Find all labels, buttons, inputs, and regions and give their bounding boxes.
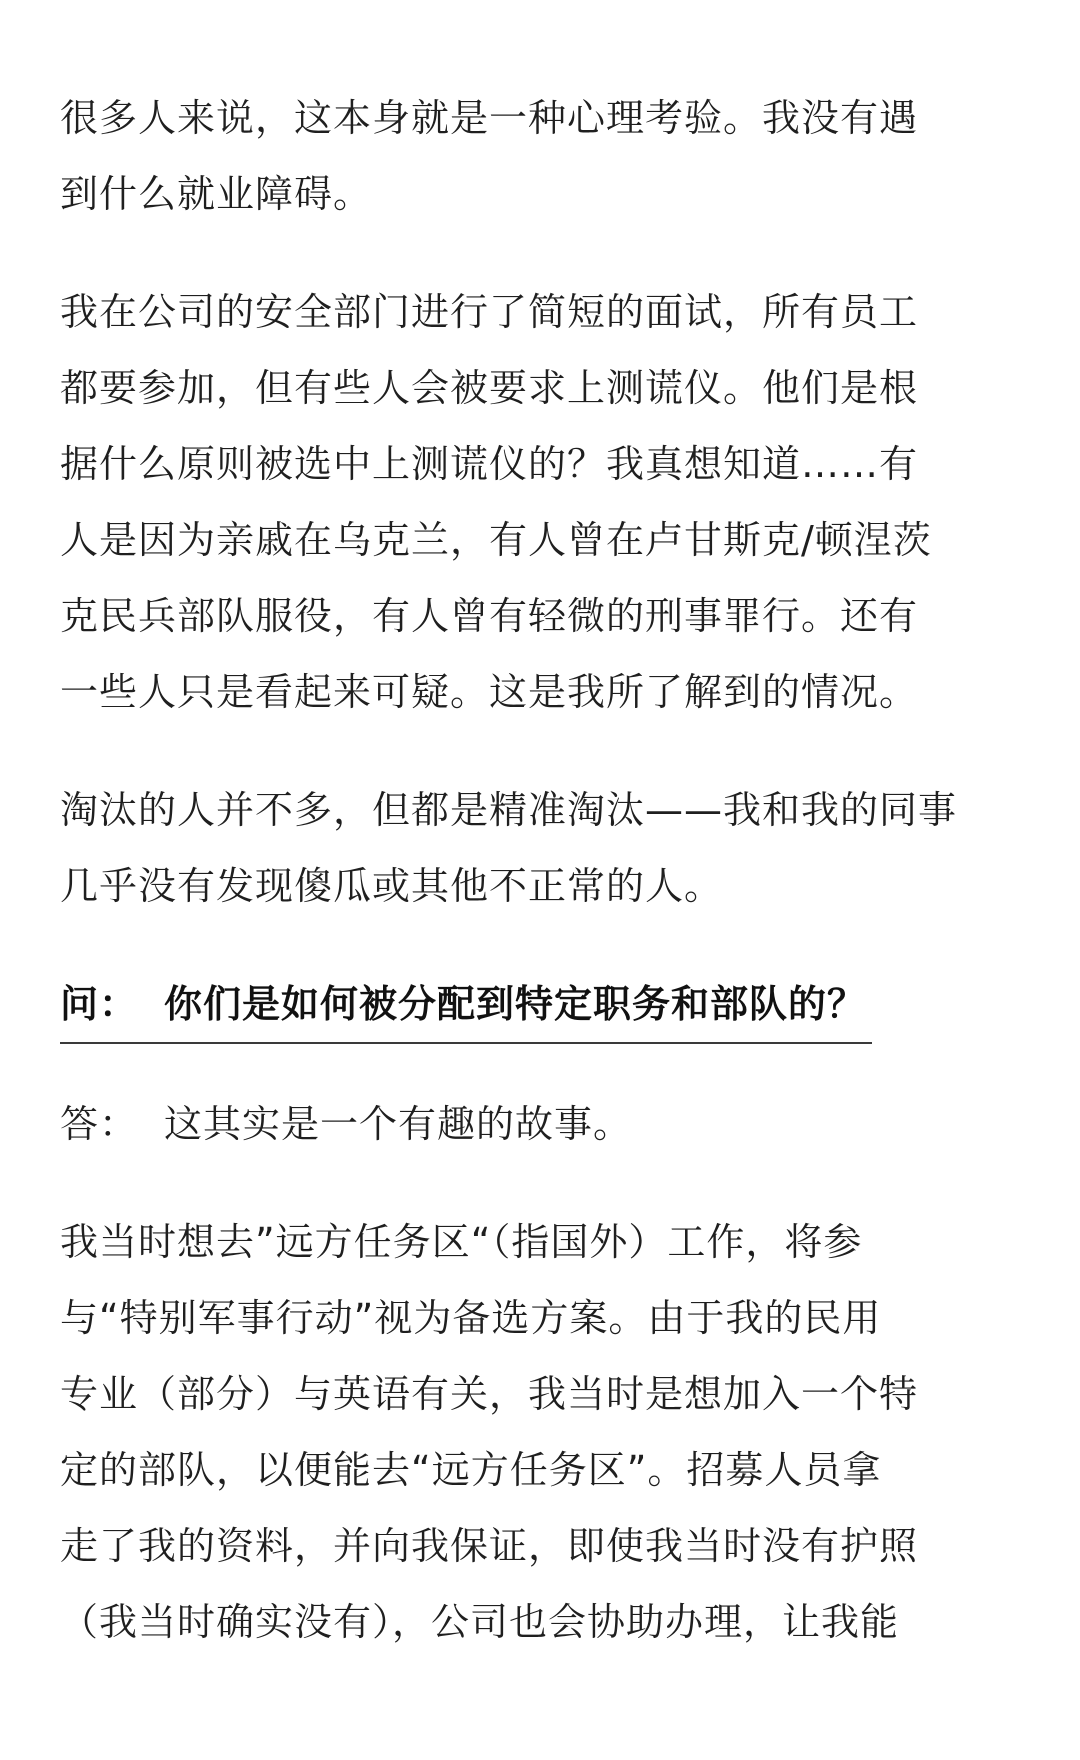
paragraph-gap bbox=[60, 1044, 1020, 1086]
paragraph-3 bbox=[60, 772, 1020, 924]
answer-text: 这其实是一个有趣的故事。 bbox=[164, 1102, 633, 1146]
text-line: 定的部队，以便能去“远方任务区”。招募人员拿 bbox=[60, 1448, 882, 1492]
question-label: 问： bbox=[60, 982, 139, 1026]
text-line: 我当时想去”远方任务区“（指国外）工作，将参 bbox=[60, 1220, 863, 1264]
text-line: 走了我的资料，并向我保证，即使我当时没有护照 bbox=[60, 1524, 919, 1568]
text-line: 我在公司的安全部门进行了简短的面试，所有员工 bbox=[60, 290, 919, 334]
text-line: 到什么就业障碍。 bbox=[60, 172, 373, 216]
paragraph-gap bbox=[60, 1162, 1020, 1204]
answer-label: 答： bbox=[60, 1102, 139, 1146]
paragraph-4 bbox=[60, 1204, 1020, 1660]
paragraph-gap bbox=[60, 730, 1020, 772]
paragraph-gap bbox=[60, 232, 1020, 274]
paragraph-gap bbox=[60, 924, 1020, 966]
text-line: 一些人只是看起来可疑。这是我所了解到的情况。 bbox=[60, 670, 919, 714]
text-line bbox=[60, 1086, 1020, 1162]
question-text: 你们是如何被分配到特定职务和部队的？ bbox=[164, 982, 867, 1026]
text-line: 都要参加，但有些人会被要求上测谎仪。他们是根 bbox=[60, 366, 919, 410]
text-line: 与“特别军事行动”视为备选方案。由于我的民用 bbox=[60, 1296, 882, 1340]
paragraph-1 bbox=[60, 80, 1020, 232]
text-line: 克民兵部队服役，有人曾有轻微的刑事罪行。还有 bbox=[60, 594, 919, 638]
article-body bbox=[60, 80, 1020, 1660]
text-line: 据什么原则被选中上测谎仪的？我真想知道……有 bbox=[60, 442, 919, 486]
answer-intro bbox=[60, 1086, 1020, 1162]
question-heading bbox=[60, 966, 872, 1044]
text-line: 人是因为亲戚在乌克兰，有人曾在卢甘斯克/顿涅茨 bbox=[60, 518, 932, 562]
text-line: 专业（部分）与英语有关，我当时是想加入一个特 bbox=[60, 1372, 919, 1416]
text-line: 很多人来说，这本身就是一种心理考验。我没有遇 bbox=[60, 96, 919, 140]
text-line: 淘汰的人并不多，但都是精准淘汰——我和我的同事 bbox=[60, 788, 958, 832]
text-line: （我当时确实没有），公司也会协助办理，让我能 bbox=[60, 1600, 900, 1644]
paragraph-2 bbox=[60, 274, 1020, 730]
text-line: 几乎没有发现傻瓜或其他不正常的人。 bbox=[60, 864, 724, 908]
